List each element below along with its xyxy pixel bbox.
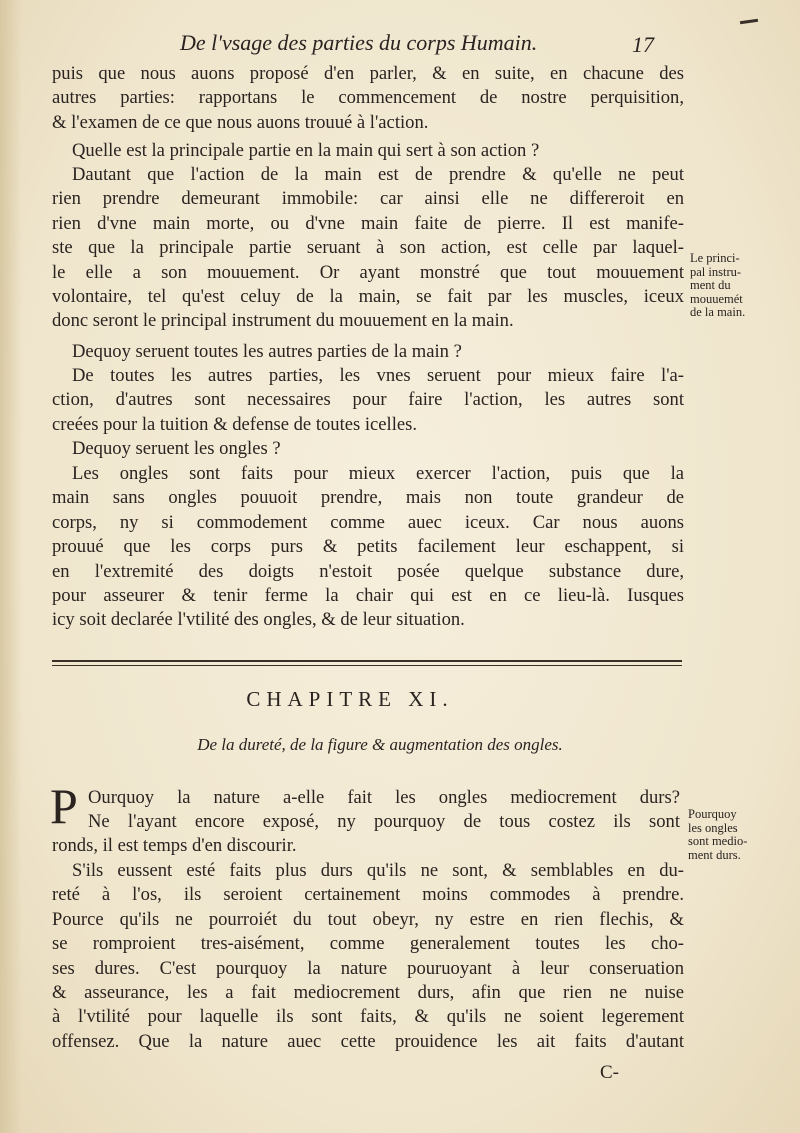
text-line: en l'extremité des doigts n'estoit posée quelque substance dure,	[52, 560, 684, 582]
margin-note-line: sont medio-	[688, 834, 748, 848]
text-line: ste que la principale partie seruant à son action, est celle par laquel-	[52, 237, 684, 259]
margin-note-line: ment durs.	[688, 847, 741, 862]
question-line: Dequoy seruent les ongles ?	[72, 438, 281, 459]
chapter-opening	[88, 786, 680, 835]
running-head: De l'vsage des parties du corps Humain.	[180, 30, 538, 55]
page-number: 17	[632, 32, 654, 57]
question-line: Dequoy seruent toutes les autres parties de la main ?	[72, 341, 462, 362]
chapter-paragraph-2	[52, 859, 684, 1054]
margin-note-line: Le princi-	[690, 251, 740, 265]
answer-3	[52, 462, 684, 633]
text-line: rien d'vne main morte, ou d'vne main faite de pierre. Il est manife-	[52, 212, 684, 234]
text-line: offensez. Que la nature auec cette prouidence les ait faits d'autant	[52, 1030, 684, 1052]
question-line: Quelle est la principale partie en la main qui sert à son action ?	[72, 140, 540, 161]
answer-1	[52, 163, 684, 334]
text-line: & l'examen de ce que nous auons trouué à l'action.	[52, 111, 429, 133]
text-line: ses dures. C'est pourquoy la nature pouruoyant à leur conseruation	[52, 957, 684, 979]
margin-note-line: de la main.	[690, 305, 746, 319]
question-2	[52, 340, 684, 364]
text-line: creées pour la tuition & defense de toutes icelles.	[52, 413, 418, 435]
text-line: pour asseurer & tenir ferme la chair qui est en ce lieu-là. Iusques	[52, 584, 684, 606]
text-line: De toutes les autres parties, les vnes seruent pour mieux faire l'a-	[72, 365, 684, 386]
text-line: reté à l'os, ils seroient certainement moins commodes à prendre.	[52, 884, 684, 906]
text-line: Pource qu'ils ne pourroiét du tout obeyr, ny estre en rien flechis, &	[52, 908, 684, 930]
text-line: corps, ny si commodement comme auec iceux. Car nous auons	[52, 511, 684, 533]
text-line: autres parties: rapportans le commencement de nostre perquisition,	[52, 87, 684, 109]
chapter-title: CHAPITRE XI.	[246, 687, 454, 711]
section-rule-bottom	[52, 665, 682, 666]
margin-note-line: mouuemét	[690, 291, 743, 306]
top-paragraph	[52, 62, 684, 135]
margin-note-nails-hardness	[688, 808, 747, 862]
text-line: à l'vtilité pour laquelle ils sont faits, & qu'ils ne soient legerement	[52, 1006, 684, 1028]
question-1	[52, 139, 684, 163]
text-line: prouué que les corps purs & petits facilement leur eschappent, si	[52, 536, 684, 558]
text-line: rien prendre demeurant immobile: car ainsi elle ne differeroit en	[52, 188, 684, 210]
text-line: Ne l'ayant encore exposé, ny pourquoy de tous costez ils sont	[88, 811, 680, 833]
text-line: main sans ongles pouuoit prendre, mais non toute grandeur de	[52, 487, 684, 509]
drop-cap: P	[50, 778, 78, 834]
text-line: volontaire, tel qu'est celuy de la main, se fait par les muscles, iceux	[52, 285, 684, 307]
text-line: le elle a son mouuement. Or ayant monstré que tout mouuement	[52, 261, 684, 283]
text-line: & asseurance, les a fait mediocrement durs, afin que rien ne nuise	[52, 981, 684, 1003]
text-line: ronds, il est temps d'en discourir.	[52, 835, 297, 856]
gutter-shadow	[0, 0, 22, 1133]
text-line: donc seront le principal instrument du mouuement en la main.	[52, 310, 514, 332]
margin-note-line: Pourquoy	[688, 807, 737, 821]
text-line: se romproient tres-aisément, comme generalement toutes les cho-	[52, 933, 684, 955]
text-line: icy soit declarée l'vtilité des ongles, & de leur situation.	[52, 609, 465, 631]
answer-2	[52, 364, 684, 437]
section-rule-top	[52, 660, 682, 662]
chapter-subtitle: De la dureté, de la figure & augmentation des ongles.	[197, 735, 563, 754]
text-line: Ourquoy la nature a-elle fait les ongles mediocrement durs?	[88, 787, 680, 808]
margin-note-principal-instrument	[690, 252, 745, 320]
question-3	[52, 437, 684, 461]
text-line: S'ils eussent esté faits plus durs qu'ils ne sont, & semblables en du-	[72, 860, 684, 881]
ink-mark	[740, 19, 758, 24]
margin-note-line: les ongles	[688, 820, 738, 835]
text-line: ction, d'autres sont necessaires pour faire l'action, les autres sont	[52, 389, 684, 411]
text-line: puis que nous auons proposé d'en parler, & en suite, en chacune des	[52, 63, 684, 84]
chapter-opening-end	[52, 834, 684, 858]
text-line: Dautant que l'action de la main est de prendre & qu'elle ne peut	[72, 164, 684, 185]
catchword: C-	[600, 1062, 619, 1083]
margin-note-line: pal instru-	[690, 264, 742, 279]
margin-note-line: ment du	[690, 278, 731, 292]
text-line: Les ongles sont faits pour mieux exercer l'action, puis que la	[72, 463, 684, 484]
